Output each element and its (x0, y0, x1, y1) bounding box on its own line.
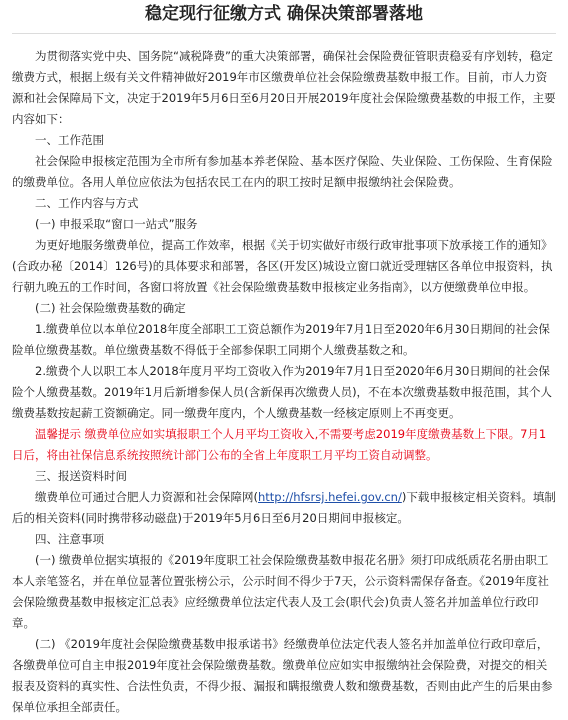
article (0, 3, 568, 720)
subheading-window-service: (一) 申报采取“窗口一站式”服务 (35, 217, 198, 231)
section-heading-content: 二、工作内容与方式 (35, 196, 139, 210)
window-service-paragraph: 为更好地服务缴费单位，提高工作效率，根据《关于切实做好市级行政审批事项下放承接工作的通知》(合政办秘〔2014〕126号)的具体要求和部署，各区(开发区)城设立窗口就近受理辖区各单位申报资料，执行朝九晚五的工作时间，各窗口将放置《社会保险缴费基数申报核定业务指南》，以方便缴费单位申报。 (12, 238, 553, 294)
hfsrsj-website-link[interactable]: http://hfsrsj.hefei.gov.cn/ (257, 490, 402, 504)
scope-paragraph: 社会保险申报核定范围为全市所有参加基本养老保险、基本医疗保险、失业保险、工伤保险、生育保险的缴费单位。各用人单位应依法为包括农民工在内的职工按时足额申报缴纳社会保险费。 (12, 154, 553, 189)
note-roster-paragraph: (一) 缴费单位据实填报的《2019年度职工社会保险缴费基数申报花名册》须打印成纸质花名册由职工本人亲笔签名，并在单位显著位置张榜公示，公示时间不得少于7天，公示资料需保存备查。《2019年度社会保险缴费基数申报核定汇总表》应经缴费单位法定代表人及工会(职代会)负责人签名并加盖单位行政印章。 (12, 553, 549, 630)
title-divider (12, 33, 556, 34)
personal-base-paragraph: 2.缴费个人以职工本人2018年度月平均工资收入作为2019年7月1日至2020年6月30日期间的社会保险个人缴费基数。2019年1月后新增参保人员(含新保再次缴费人员)，不在本次缴费基数申报范围，其个人缴费基数按起薪工资额确定。同一缴费年度内，个人缴费基数一经核定原则上不再变更。 (12, 364, 553, 420)
submission-paragraph (12, 487, 556, 529)
unit-base-paragraph: 1.缴费单位以本单位2018年度全部职工工资总额作为2019年7月1日至2020年6月30日期间的社会保险单位缴费基数。单位缴费基数不得低于全部参保职工同期个人缴费基数之和。 (12, 322, 550, 357)
submission-text-before-link: 缴费单位可通过合肥人力资源和社会保障网( (35, 490, 258, 504)
note-commitment-paragraph: (二) 《2019年度社会保险缴费基数申报承诺书》经缴费单位法定代表人签名并加盖单位行政印章后，各缴费单位可自主申报2019年度社会保险缴费基数。缴费单位应如实申报缴纳社会保险费，对提交的相关报表及资料的真实性、合法性负责，不得少报、漏报和瞒报缴费人数和缴费基数，否则由此产生的后果由参保单位承担全部责任。 (12, 637, 553, 714)
warm-notice: 温馨提示 缴费单位应如实填报职工个人月平均工资收入,不需要考虑2019年度缴费基数上下限。7月1日后，将由社保信息系统按照统计部门公布的全省上年度职工月平均工资自动调整。 (12, 427, 547, 462)
intro-paragraph: 为贯彻落实党中央、国务院“减税降费”的重大决策部署，确保社会保险费征管职责稳妥有序划转，稳定缴费方式，根据上级有关文件精神做好2019年市区缴费单位社会保险缴费基数申报工作。目前，市人力资源和社会保障局下文，决定于2019年5月6日至6月20日开展2019年度社会保险缴费基数的申报工作，主要内容如下： (12, 49, 556, 126)
submission-text-after-link: )下载申报核定相关资料。填制后的相关资料(同时携带移动磁盘)于2019年5月6日至6月20日期间申报核定。 (12, 490, 556, 525)
article-title: 稳定现行征缴方式 确保决策部署落地 (145, 4, 423, 24)
section-heading-submission: 三、报送资料时间 (35, 469, 127, 483)
article-body (12, 46, 556, 718)
section-heading-scope: 一、工作范围 (35, 133, 104, 147)
section-heading-notes: 四、注意事项 (35, 532, 104, 546)
subheading-base-determination: (二) 社会保险缴费基数的确定 (35, 301, 186, 315)
